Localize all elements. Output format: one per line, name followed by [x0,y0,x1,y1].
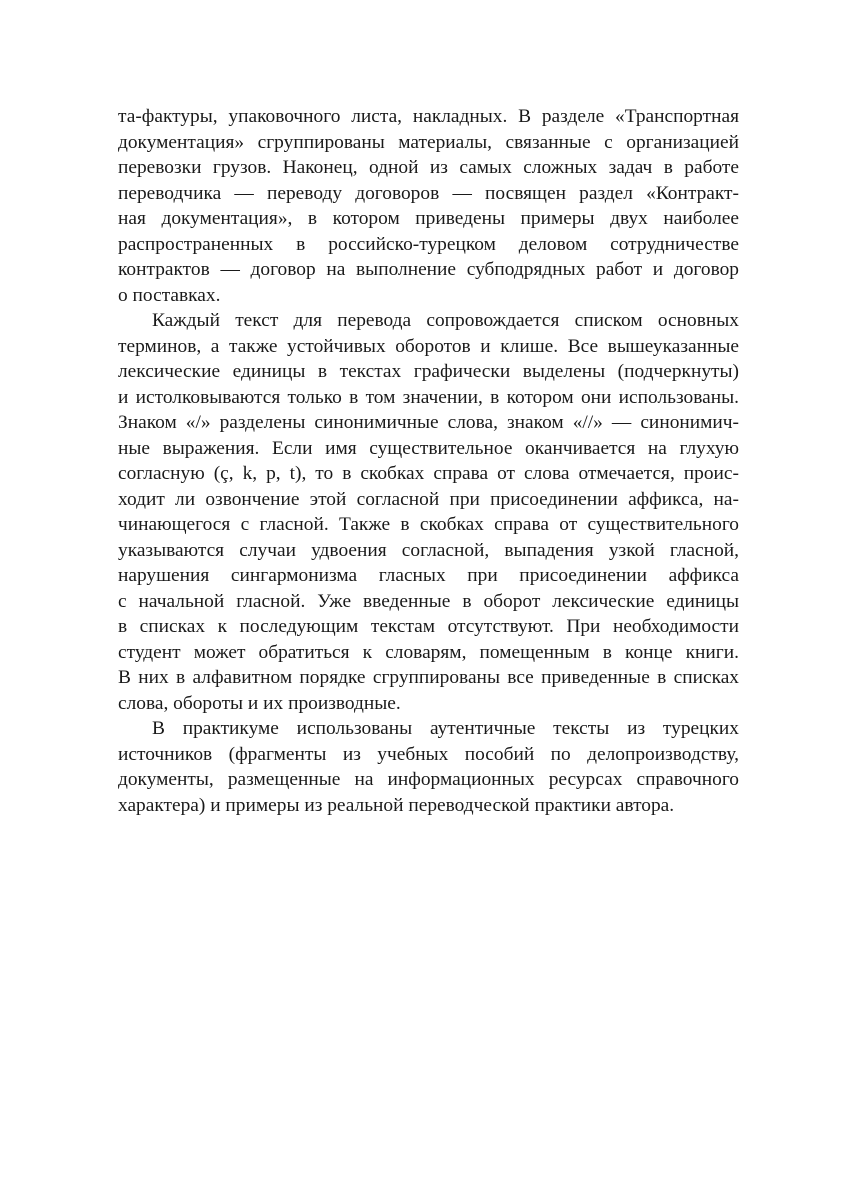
text-line: ная документация», в котором приведены примеры двух наиболее [118,208,739,229]
text-line: студент может обратиться к словарям, помещенным в конце книги. [118,641,739,663]
text-line: контрактов — договор на выполнение субподрядных работ и договор [118,259,739,280]
text-line: распространенных в российско-турецком деловом сотрудничестве [118,233,739,255]
body-text [118,104,739,818]
text-line: терминов, а также устойчивых оборотов и клише. Все вышеуказанные [118,335,739,357]
text-line: Каждый текст для перевода сопровождается списком основных [152,310,739,331]
text-line: В них в алфавитном порядке сгруппированы все приведенные в списках [118,667,739,688]
text-line: та-фактуры, упаковочного листа, накладных. В разделе «Транспортная [118,106,739,127]
paragraph-1 [118,104,739,308]
text-line: ходит ли озвончение этой согласной при присоединении аффикса, на- [118,488,739,510]
text-line: перевозки грузов. Наконец, одной из самых сложных задач в работе [118,157,739,178]
paragraph-2 [118,308,739,716]
text-line: документация» сгруппированы материалы, связанные с организацией [118,131,739,153]
text-line: чинающегося с гласной. Также в скобках справа от существительного [118,514,739,535]
text-line: В практикуме использованы аутентичные тексты из турецких [152,718,739,739]
text-line: Знаком «/» разделены синонимичные слова, знаком «//» — синонимич- [118,412,739,433]
text-line: в списках к последующим текстам отсутствуют. При необходимости [118,616,739,637]
text-line: источников (фрагменты из учебных пособий по делопроизводству, [118,743,739,765]
text-line: переводчика — переводу договоров — посвящен раздел «Контракт- [118,182,739,204]
text-line: слова, обороты и их производные. [118,692,401,714]
text-line: с начальной гласной. Уже введенные в оборот лексические единицы [118,590,739,612]
text-line: характера) и примеры из реальной переводческой практики автора. [118,794,675,816]
text-line: о поставках. [118,284,221,306]
paragraph-3 [118,716,739,818]
text-line: лексические единицы в текстах графически выделены (подчеркнуты) [118,361,739,382]
text-line: ные выражения. Если имя существительное оканчивается на глухую [118,437,739,459]
text-line: нарушения сингармонизма гласных при присоединении аффикса [118,565,739,586]
text-line: согласную (ç, k, p, t), то в скобках справа от слова отмечается, проис- [118,463,739,484]
text-line: документы, размещенные на информационных ресурсах справочного [118,769,739,790]
text-line: и истолковываются только в том значении, в котором они использованы. [118,386,739,408]
text-line: указываются случаи удвоения согласной, выпадения узкой гласной, [118,539,739,561]
